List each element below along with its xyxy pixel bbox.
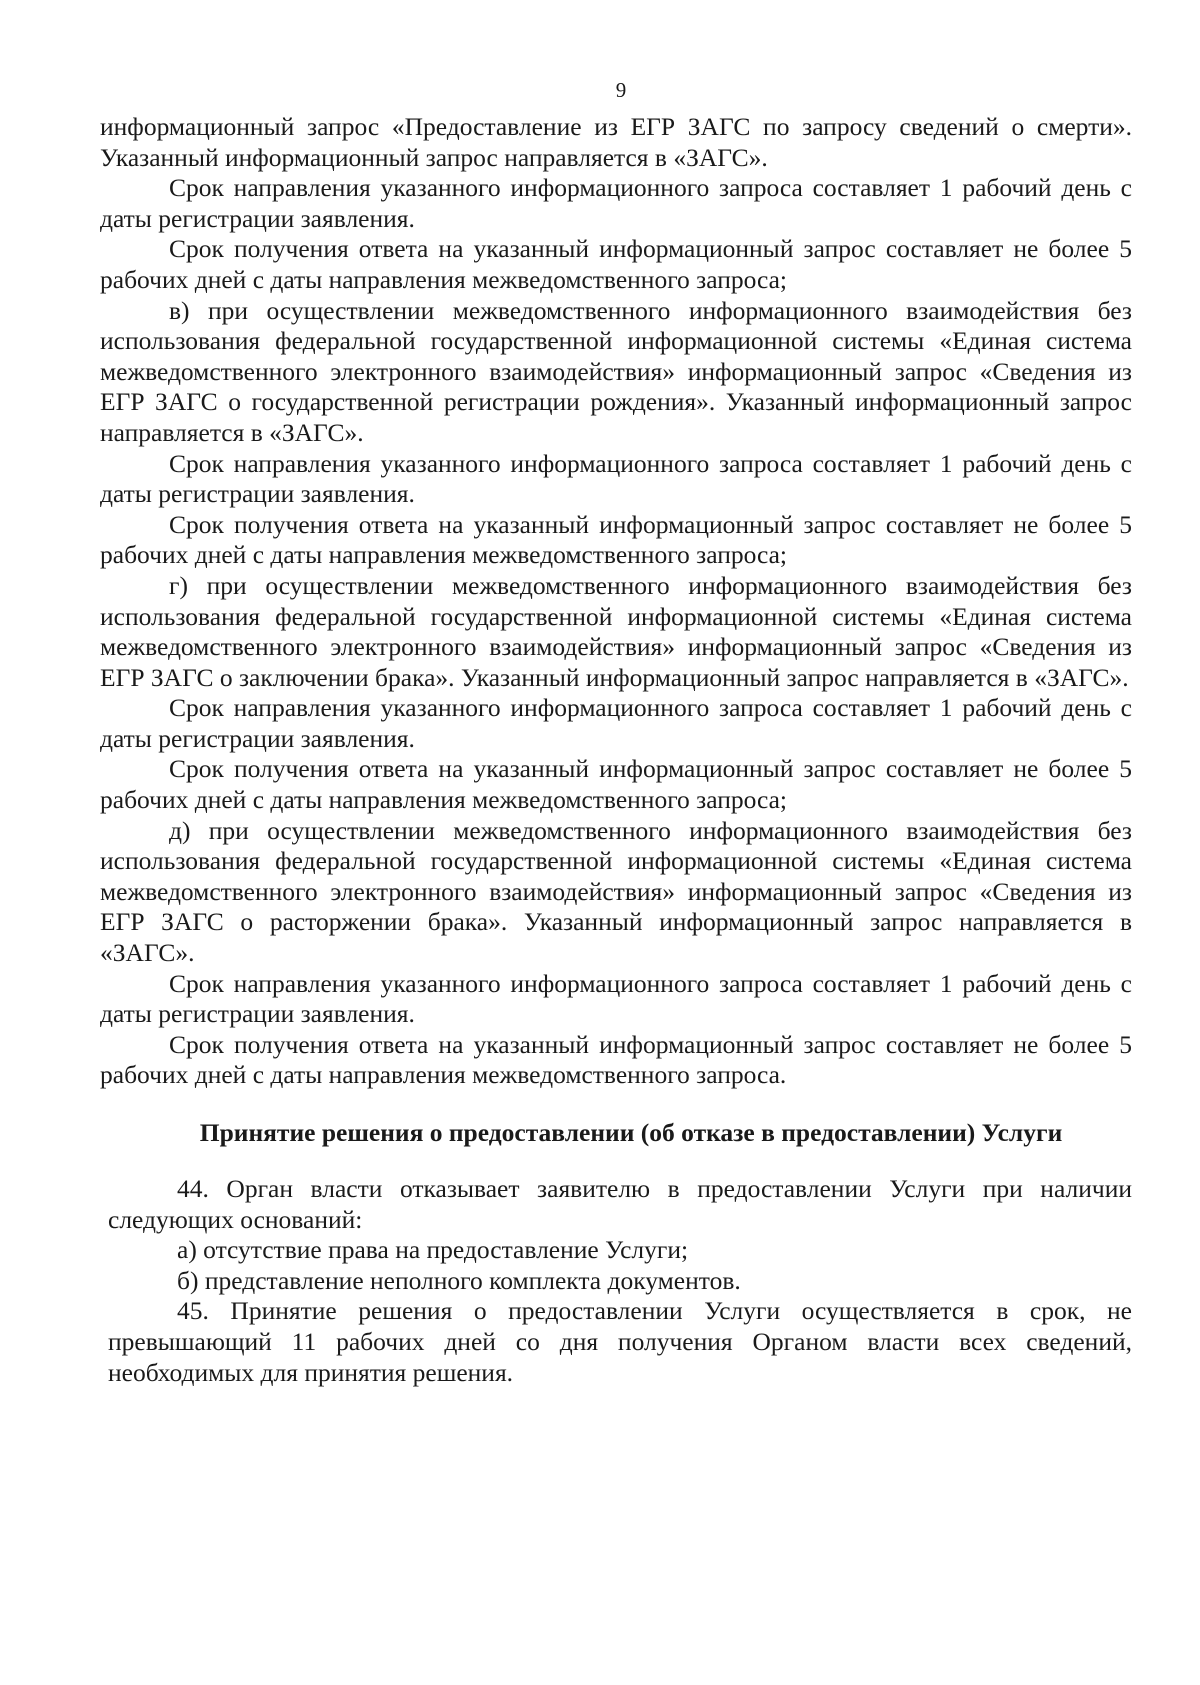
- paragraph: Срок получения ответа на указанный информационный запрос составляет не более 5 рабочих дней с даты направления межведомственного запроса;: [100, 754, 1132, 815]
- paragraph: Срок направления указанного информационного запроса составляет 1 рабочий день с даты регистрации заявления.: [100, 173, 1132, 233]
- paragraph-clause-45: 45. Принятие решения о предоставлении Услуги осуществляется в срок, не превышающий 11 рабочих дней со дня получения Органом власти всех сведений, необходимых для принятия решения.: [108, 1296, 1132, 1387]
- paragraph: информационный запрос «Предоставление из ЕГР ЗАГС по запросу сведений о смерти». Указанный информационный запрос направляется в «ЗАГС».: [100, 112, 1132, 172]
- paragraph-item-g: г) при осуществлении межведомственного информационного взаимодействия без использования федеральной государственной информационной системы «Единая система межведомственного электронного взаимодействия» информационный запрос «Сведения из ЕГР ЗАГС о заключении брака». Указанный информационный запрос направляется в «ЗАГС».: [100, 570, 1132, 692]
- paragraph-item-v: в) при осуществлении межведомственного информационного взаимодействия без использования федеральной государственной информационной системы «Единая система межведомственного электронного взаимодействия» информационный запрос «Сведения из ЕГР ЗАГС о государственной регистрации рождения». Указанный информационный запрос направляется в «ЗАГС».: [100, 295, 1132, 447]
- paragraph: Срок направления указанного информационного запроса составляет 1 рабочий день с даты регистрации заявления.: [100, 968, 1132, 1029]
- body-text-top: [100, 112, 1132, 1091]
- paragraph: Срок направления указанного информационного запроса составляет 1 рабочий день с даты регистрации заявления.: [100, 693, 1132, 753]
- paragraph: Срок получения ответа на указанный информационный запрос составляет не более 5 рабочих дней с даты направления межведомственного запроса.: [100, 1029, 1132, 1090]
- paragraph: Срок получения ответа на указанный информационный запрос составляет не более 5 рабочих дней с даты направления межведомственного запроса;: [100, 234, 1132, 294]
- paragraph: Срок получения ответа на указанный информационный запрос составляет не более 5 рабочих дней с даты направления межведомственного запроса;: [100, 509, 1132, 570]
- paragraph-item-b: б) представление неполного комплекта документов.: [177, 1265, 741, 1295]
- paragraph: Срок направления указанного информационного запроса составляет 1 рабочий день с даты регистрации заявления.: [100, 448, 1132, 509]
- section-heading: Принятие решения о предоставлении (об отказе в предоставлении) Услуги: [199, 1118, 1063, 1147]
- paragraph-item-a: а) отсутствие права на предоставление Услуги;: [177, 1235, 689, 1265]
- page-number: 9: [615, 78, 627, 102]
- paragraph-item-d: д) при осуществлении межведомственного информационного взаимодействия без использования федеральной государственной информационной системы «Единая система межведомственного электронного взаимодействия» информационный запрос «Сведения из ЕГР ЗАГС о расторжении брака». Указанный информационный запрос направляется в «ЗАГС».: [100, 815, 1132, 968]
- paragraph-clause-44: 44. Орган власти отказывает заявителю в предоставлении Услуги при наличии следующих оснований:: [108, 1174, 1132, 1234]
- body-text-bottom: [100, 1174, 1132, 1388]
